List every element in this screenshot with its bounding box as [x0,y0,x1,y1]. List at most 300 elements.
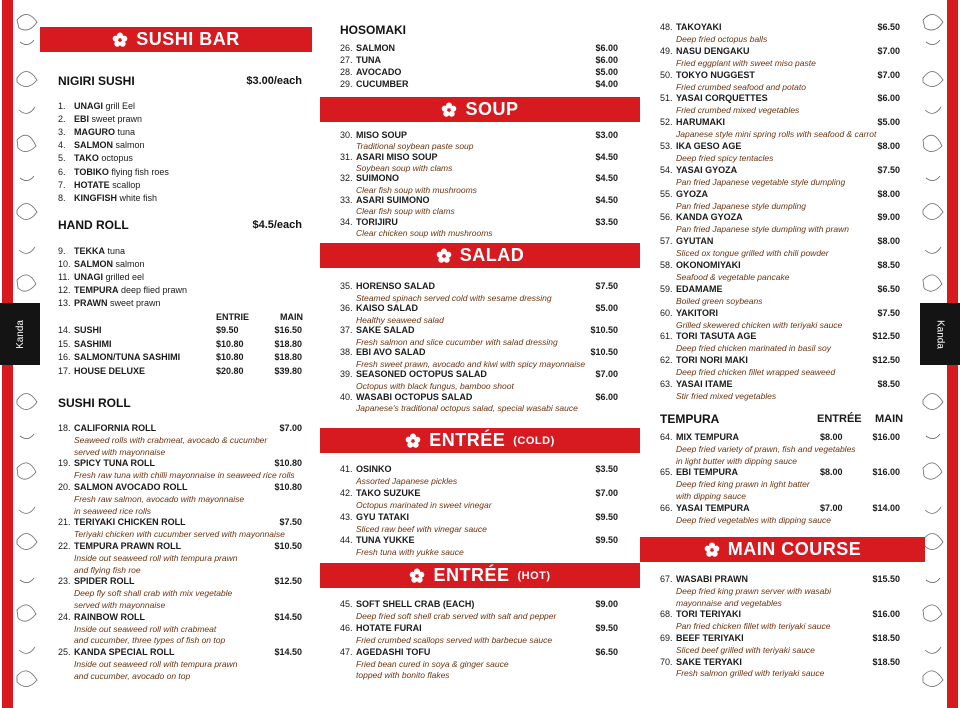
menu-item [58,192,157,205]
item-name: SUIMONO [356,173,400,184]
item-name: TORI NORI MAKI [676,355,748,366]
item-number: 25. [58,647,71,658]
item-subtitle: scallop [112,179,141,190]
item-price: $6.50 [877,22,900,32]
menu-item [660,502,900,514]
item-price: $4.50 [595,151,618,162]
item-subtitle: flying fish roes [111,166,169,177]
item-description: Grilled skewered chicken with teriyaki sauce [676,319,843,330]
menu-item [660,116,900,128]
item-number: 36. [340,303,353,314]
item-description: and cucumber, three types of fish on top [74,635,226,646]
item-name: TORI TERIYAKI [676,609,742,620]
item-name: HARUMAKI [676,117,725,128]
item-price: $8.00 [877,188,900,199]
column-hot-dishes [640,0,920,708]
item-number: 67. [660,574,673,584]
sashimi-col-entree: ENTRIE [216,312,250,322]
item-price: $7.50 [877,164,900,175]
item-name: TOBIKO [74,166,109,177]
menu-item [340,391,618,403]
banner-title: ENTRÉE [429,430,506,450]
menu-item [340,534,618,546]
item-number: 39. [340,369,353,380]
item-name: BEEF TERIYAKI [676,633,744,643]
nigiri-title: NIGIRI SUSHI [58,74,135,88]
item-description: Seaweed rolls with crabmeat, avocado & cucumber [74,434,268,445]
menu-item [660,378,900,390]
item-name: HORENSO SALAD [356,281,436,291]
menu-item [340,172,618,184]
menu-item [660,211,900,223]
item-number: 35. [340,281,353,291]
item-name: YASAI CORQUETTES [676,93,768,104]
item-number: 29. [340,79,353,89]
tempura-col-main: MAIN [875,413,904,425]
item-subtitle: sweet prawn [110,298,161,308]
banner-title: ENTRÉE [433,565,510,585]
item-subtitle: tuna [117,127,136,138]
menu-item [660,632,900,644]
item-number: 42. [340,487,353,498]
menu-item [340,622,618,634]
right-decorative-border [920,0,960,708]
item-number: 20. [58,482,71,492]
item-price: $5.00 [877,117,900,128]
item-number: 60. [660,307,673,318]
item-description: Fresh sweet prawn, avocado and kiwi with spicy mayonnaise [356,358,586,369]
item-number: 13. [58,298,71,308]
menu-item [340,194,618,206]
item-price: $7.00 [877,45,900,56]
item-name: CUCUMBER [356,79,409,89]
banner-title: SUSHI BAR [136,29,240,49]
item-number: 55. [660,188,673,199]
item-price: $14.50 [274,611,302,622]
item-number: 34. [340,216,353,227]
item-name: HOTATE [74,179,110,190]
item-name: SALMON [356,43,395,53]
item-number: 5. [58,153,66,164]
item-price-entree: $8.00 [820,432,843,442]
item-subtitle: white fish [119,192,158,203]
item-price: $9.50 [595,622,618,633]
item-price: $10.80 [274,458,302,469]
menu-item [660,188,900,200]
item-number: 40. [340,391,353,402]
menu-item [58,351,302,363]
item-price: $6.00 [595,391,618,402]
item-name: SASHIMI [74,338,112,349]
item-name: SALMON [74,259,113,269]
item-name: GYOZA [676,188,709,199]
item-subtitle: grilled eel [105,272,145,282]
item-description: served with mayonnaise [74,600,166,610]
item-number: 8. [58,192,66,203]
item-price: $10.50 [590,347,618,358]
banner-title: MAIN COURSE [727,539,862,559]
menu-item [340,66,618,78]
item-name: TUNA [356,55,381,65]
item-name: SUSHI [74,325,102,335]
item-name: YAKITORI [676,307,719,318]
menu-item [58,271,144,284]
item-price: $5.00 [595,67,618,77]
item-number: 17. [58,365,71,376]
item-price: $7.00 [595,487,618,498]
banner-soup [320,97,640,122]
item-price: $8.00 [877,141,900,151]
item-number: 70. [660,656,673,667]
item-name: GYU TATAKI [356,511,409,522]
item-price: $18.50 [872,656,900,667]
menu-item [58,126,135,139]
item-name: TOKYO NUGGEST [676,69,755,80]
item-price: $9.50 [595,535,618,546]
item-description: Soybean soup with clams [356,162,453,173]
item-description: mayonnaise and vegetables [676,597,782,608]
side-tab-left: Kanda [0,303,40,365]
menu-item [340,42,618,54]
menu-item [660,330,900,342]
menu-item [660,354,900,366]
column-soup-salad-entree [320,0,640,708]
hand-roll-price: $4.5/each [252,219,302,231]
item-number: 38. [340,347,353,358]
item-name: TEMPURA [74,285,119,295]
banner-main-course [640,537,925,562]
item-number: 30. [340,130,353,140]
item-name: HOTATE FURAI [356,622,422,633]
menu-item [58,258,145,271]
item-price: $7.00 [595,369,618,380]
item-number: 10. [58,259,71,269]
menu-item [58,245,125,258]
menu-item [340,646,618,658]
item-description: Deep fly soft shall crab with mix vegetable [74,588,233,599]
menu-item [58,113,142,126]
item-name: TEMPURA PRAWN ROLL [74,541,182,551]
item-price-entree: $10.80 [216,338,244,349]
item-price: $18.50 [872,633,900,643]
item-price: $9.50 [595,511,618,522]
menu-item [58,540,302,552]
item-price: $12.50 [274,576,302,587]
item-number: 47. [340,646,353,657]
item-description: Clear chicken soup with mushrooms [356,228,493,238]
item-number: 24. [58,611,71,622]
menu-item [340,78,618,90]
menu-item [340,151,618,163]
banner-entree-cold [320,428,640,453]
item-number: 45. [340,599,353,609]
item-subtitle: salmon [115,259,145,269]
item-name: KANDA SPECIAL ROLL [74,647,175,658]
item-price: $8.50 [877,260,900,270]
item-number: 66. [660,502,673,513]
hosomaki-title: HOSOMAKI [340,23,406,37]
item-name: WASABI PRAWN [676,574,748,584]
item-price-main: $16.00 [872,432,900,442]
item-name: EBI AVO SALAD [356,347,426,358]
flower-icon [405,433,421,449]
item-number: 56. [660,212,673,223]
item-name: SALMON AVOCADO ROLL [74,482,188,492]
menu-item [340,463,618,475]
item-description: Fried eggplant with sweet miso paste [676,57,816,68]
item-name: SPIDER ROLL [74,576,135,587]
menu-item [58,365,302,377]
menu-item [660,656,900,668]
item-price: $7.50 [279,517,302,528]
item-price-main: $14.00 [872,502,900,513]
item-price: $5.00 [595,303,618,314]
item-name: EDAMAME [676,283,723,294]
item-price: $4.00 [595,79,618,89]
item-subtitle: tuna [107,246,126,256]
menu-item [660,466,900,478]
item-number: 52. [660,117,673,128]
item-number: 69. [660,633,673,643]
item-number: 37. [340,325,353,336]
menu-item [58,324,302,336]
item-description: Fresh tuna with yukke sauce [356,547,464,558]
item-description: Pan fried Japanese vegetable style dumpling [676,176,846,187]
menu-item [340,216,618,228]
item-name: TUNA YUKKE [356,535,415,546]
item-description: Pan fried Japanese style dumpling [676,200,806,211]
item-description: Clear fish soup with clams [356,206,455,217]
menu-item [660,283,900,295]
column-sushi-bar [40,0,320,708]
item-number: 65. [660,467,673,478]
item-number: 33. [340,195,353,206]
item-number: 62. [660,355,673,366]
item-name: YASAI GYOZA [676,164,738,175]
item-price-entree: $20.80 [216,365,244,376]
item-description: Sliced beef grilled with teriyaki sauce [676,644,815,655]
item-description: served with mayonnaise [74,446,166,457]
item-name: CALIFORNIA ROLL [74,423,157,433]
item-description: Teriyaki chicken with cucumber served with mayonnaise [74,529,285,540]
item-description: in seaweed rice rolls [74,505,152,516]
item-price: $3.00 [595,130,618,140]
item-description: and cucumber, avocado on top [74,670,191,681]
item-price-main: $16.50 [274,325,302,335]
item-description: Fried bean cured in soya & ginger sauce [356,658,509,669]
item-subtitle: grill Eel [105,101,136,111]
menu-item [340,511,618,523]
item-description: Pan fried Japanese style dumpling with prawn [676,224,849,235]
item-number: 23. [58,576,71,587]
item-description: Clear fish soup with mushrooms [356,184,477,195]
flower-icon [409,568,425,584]
item-price: $7.50 [595,281,618,291]
item-number: 54. [660,164,673,175]
item-number: 3. [58,127,66,138]
item-description: Assorted Japanese pickles [356,476,458,486]
item-description: Deep fried soft shell crab served with salt and pepper [356,611,557,621]
flower-icon [436,248,452,264]
tempura-col-entree: ENTRÉE [817,413,862,425]
menu-item [660,573,900,585]
menu-item [660,259,900,271]
item-number: 19. [58,458,71,469]
item-name: HOUSE DELUXE [74,365,146,376]
flower-icon [704,542,720,558]
item-number: 6. [58,166,66,177]
item-name: GYUTAN [676,236,714,247]
menu-item [58,422,302,434]
menu-item [58,646,302,658]
item-name: SPICY TUNA ROLL [74,458,156,469]
item-number: 63. [660,379,673,389]
item-price: $3.50 [595,216,618,227]
item-number: 51. [660,93,673,104]
item-number: 64. [660,432,673,442]
item-price: $10.80 [274,482,302,492]
item-name: TAKO SUZUKE [356,487,421,498]
item-price: $12.50 [872,331,900,342]
menu-item [58,575,302,587]
item-description: Boiled green soybeans [676,295,763,306]
menu-item [340,368,618,380]
item-description: Steamed spinach served cold with sesame dressing [356,292,552,303]
item-price: $10.50 [274,541,302,551]
item-number: 21. [58,517,71,528]
menu-item [660,45,900,57]
item-number: 46. [340,622,353,633]
item-description: in light butter with dipping sauce [676,455,797,466]
item-description: Stir fried mixed vegetables [676,390,777,401]
item-number: 27. [340,55,353,65]
menu-item [58,338,302,350]
item-number: 31. [340,151,353,162]
item-number: 11. [58,272,70,282]
item-name: TORI TASUTA AGE [676,331,757,342]
item-price: $6.50 [877,283,900,294]
item-price-entree: $7.00 [820,502,843,513]
item-price: $6.00 [877,93,900,104]
banner-title: SOUP [465,99,519,119]
item-price-entree: $10.80 [216,352,244,362]
menu-item [660,140,900,152]
item-name: SOFT SHELL CRAB (EACH) [356,599,475,609]
banner-subtitle: (HOT) [517,569,551,582]
item-number: 41. [340,464,353,474]
item-description: Deep fried octopus balls [676,33,768,44]
item-number: 58. [660,260,673,270]
item-number: 16. [58,352,71,362]
item-number: 32. [340,173,353,184]
item-name: SAKE TERYAKI [676,656,742,667]
item-description: Sliced ox tongue grilled with chili powder [676,248,829,259]
item-description: Japanese's traditional octopus salad, special wasabi sauce [356,403,578,413]
item-price: $7.50 [877,307,900,318]
item-price: $16.00 [872,609,900,620]
item-price: $14.50 [274,647,302,658]
sashimi-col-main: MAIN [280,312,303,322]
item-number: 43. [340,511,353,522]
item-name: TERIYAKI CHICKEN ROLL [74,517,186,528]
item-description: Octopus with black fungus, bamboo shoot [356,380,514,391]
sushi-roll-title: SUSHI ROLL [58,396,131,410]
tempura-title: TEMPURA [660,412,720,426]
item-price: $7.00 [877,69,900,80]
item-price-main: $18.80 [274,338,302,349]
item-name: KANDA GYOZA [676,212,743,223]
item-name: MIX TEMPURA [676,432,739,442]
item-name: EBI TEMPURA [676,467,739,478]
menu-item [58,611,302,623]
item-description: Fresh salmon and slice cucumber with salad dressing [356,336,558,347]
item-name: NASU DENGAKU [676,45,750,56]
menu-item [660,92,900,104]
hand-roll-title: HAND ROLL [58,218,129,232]
menu-item [58,297,161,310]
item-price: $3.50 [595,464,618,474]
item-name: KAISO SALAD [356,303,419,314]
menu-item [660,69,900,81]
item-number: 57. [660,236,673,247]
menu-item [660,307,900,319]
menu-item [340,346,618,358]
item-name: SAKE SALAD [356,325,415,336]
menu-item [340,54,618,66]
item-number: 48. [660,22,673,32]
item-number: 15. [58,338,71,349]
item-description: and flying fish roe [74,564,141,575]
menu-item [340,324,618,336]
banner-subtitle: (COLD) [513,434,555,447]
item-description: with dipping sauce [676,491,746,501]
menu-item [340,302,618,314]
nigiri-price: $3.00/each [246,75,302,87]
item-price: $7.00 [279,423,302,433]
item-subtitle: octopus [101,153,133,164]
item-number: 22. [58,541,71,551]
item-name: SALMON [74,140,113,151]
item-price: $8.00 [877,236,900,247]
item-name: IKA GESO AGE [676,141,742,151]
item-description: Inside out seaweed roll with tempura prawn [74,659,238,669]
item-description: Deep fried spicy tentacles [676,152,774,163]
menu-item [660,164,900,176]
item-name: ASARI MISO SOUP [356,151,438,162]
flower-icon [112,32,128,48]
item-description: Sliced raw beef with vinegar sauce [356,523,487,534]
item-description: Inside out seaweed roll with crabmeat [74,623,217,634]
menu-item [58,139,145,152]
item-description: Fried crumbed seafood and potato [676,81,806,92]
item-price: $6.00 [595,55,618,65]
item-subtitle: salmon [115,140,145,151]
item-number: 18. [58,423,71,433]
item-price: $4.50 [595,173,618,184]
item-number: 1. [58,101,66,111]
item-number: 53. [660,141,673,151]
item-number: 28. [340,67,353,77]
item-name: MAGURO [74,127,115,138]
banner-entree-hot [320,563,640,588]
item-subtitle: sweet prawn [91,114,143,125]
item-subtitle: deep flied prawn [121,285,188,295]
item-description: Healthy seaweed salad [356,314,444,325]
item-price: $8.50 [877,379,900,389]
menu-item [340,598,618,610]
item-description: Japanese style mini spring rolls with seafood & carrot [676,129,877,140]
item-number: 12. [58,285,71,295]
